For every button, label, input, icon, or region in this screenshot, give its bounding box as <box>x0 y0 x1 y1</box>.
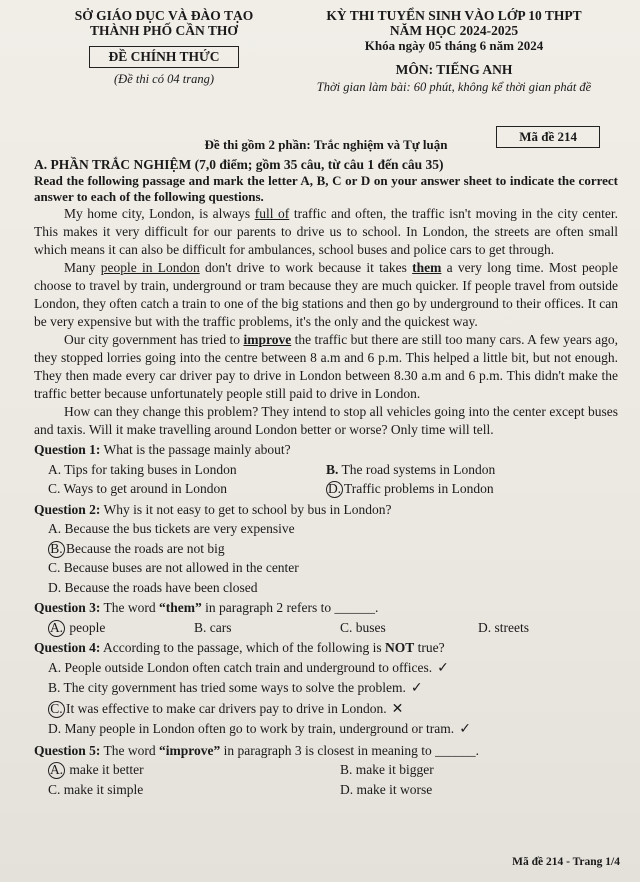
option-letter: B. <box>194 619 207 635</box>
option-letter: C. <box>48 481 61 496</box>
q3-option-b[interactable] <box>194 618 232 638</box>
instruction: Read the following passage and mark the letter A, B, C or D on your answer sheet to indicate the correct answer to each of the following questions. <box>34 173 618 204</box>
option-text: people <box>66 619 106 635</box>
q5-options-row2 <box>34 780 618 800</box>
q1-options-row1 <box>34 460 618 480</box>
p1-underlined: full of <box>254 206 290 221</box>
option-letter: D. <box>48 579 62 595</box>
option-text: Traffic problems in London <box>344 481 494 496</box>
question-text: What is the passage mainly about? <box>100 442 291 457</box>
paragraph-1 <box>34 205 618 259</box>
question-label: Question 1: <box>34 442 101 457</box>
check-mark-icon: ✓ <box>437 659 449 676</box>
question-keyword: NOT <box>384 640 415 655</box>
q2-option-a[interactable] <box>34 519 618 539</box>
question-text: Why is it not easy to get to school by bus in London? <box>100 501 392 517</box>
option-letter: B. <box>48 680 61 695</box>
q2-option-d[interactable] <box>34 578 618 598</box>
duration: Thời gian làm bài: 60 phút, không kể thời gian phát đề <box>316 80 592 94</box>
option-text: make it worse <box>353 781 433 797</box>
answer-circle: A. <box>49 619 64 635</box>
answer-circle: B. <box>48 541 65 558</box>
option-letter: A. <box>48 461 62 477</box>
header-left <box>34 8 294 87</box>
question-4 <box>34 638 618 658</box>
q1-option-b[interactable] <box>326 460 495 480</box>
p2-text-end: a very long time. Most people choose to travel by train, underground or tram because they are much quicker. If people travel from outside London, they often catch a train to one of the big stations and then go by underground to their offices. It can be very expensive but with the traffic problems, it's the only and the quickest way. <box>34 260 619 329</box>
q3-option-c[interactable] <box>340 618 386 638</box>
option-letter: A. <box>48 521 62 536</box>
p1-text-end: traffic and often, the traffic isn't moving in the city center. This makes it very difficult for our parents to drive us to school. In London, the streets are often small which means it can also be difficult for ambulances, school buses and police cars to get through. <box>34 206 618 257</box>
q5-option-a[interactable] <box>48 760 144 780</box>
p3-text-end: the traffic but there are still too many cars. A few years ago, they stopped lorries going into the centre between 8 a.m and 6 p.m. This helped a little bit, but not enough. They then made every car driver pay to drive in London between 8.30 a.m and 6 p.m. This didn't make the traffic better because unfortunately people still paid to drive in London. <box>34 332 618 401</box>
p1-text: My home city, London, is always <box>64 206 255 221</box>
paragraph-3 <box>34 331 618 403</box>
question-keyword: “them” <box>159 600 202 615</box>
dept-line1: SỞ GIÁO DỤC VÀ ĐÀO TẠO <box>74 8 254 23</box>
question-text: According to the passage, which of the following is <box>100 640 385 655</box>
option-text: cars <box>206 619 232 635</box>
option-text: Ways to get around in London <box>60 481 228 496</box>
exam-header <box>34 8 618 128</box>
p3-text: Our city government has tried to <box>64 332 244 347</box>
paragraph-4: How can they change this problem? They intend to stop all vehicles going into the center except buses and taxis. Will it make travelling around London better or worse? Only time will tell. <box>34 404 618 437</box>
option-text: Because buses are not allowed in the center <box>60 560 299 575</box>
q1-options-row2 <box>34 479 618 499</box>
option-letter: D. <box>478 619 492 635</box>
q1-option-d[interactable] <box>326 479 494 499</box>
q3-option-a[interactable] <box>48 618 105 638</box>
answer-circle: D. <box>327 481 342 496</box>
question-label: Question 3: <box>34 600 101 615</box>
q1-option-a[interactable] <box>48 460 237 480</box>
section-a-heading: A. PHẦN TRẮC NGHIỆM (7,0 điểm; gồm 35 câu, từ câu 1 đến câu 35) <box>34 157 444 172</box>
q4-option-c[interactable] <box>34 699 618 720</box>
p3-underlined-improve: improve <box>243 332 292 347</box>
option-letter: C. <box>340 619 353 635</box>
official-box: ĐỀ CHÍNH THỨC <box>89 46 238 68</box>
q4-option-d[interactable] <box>34 719 618 740</box>
q5-options-row1 <box>34 760 618 780</box>
question-text: The word <box>100 742 160 758</box>
option-letter: B. <box>340 762 353 777</box>
question-text: The word <box>100 600 160 615</box>
question-2 <box>34 500 618 520</box>
q1-option-c[interactable] <box>48 479 227 499</box>
exam-date: Khóa ngày 05 tháng 6 năm 2024 <box>364 38 544 53</box>
question-5 <box>34 741 618 761</box>
question-label: Question 5: <box>34 742 101 758</box>
option-text: Because the roads have been closed <box>61 579 258 595</box>
option-text: It was effective to make car drivers pay to drive in London. <box>66 700 387 716</box>
dept-line2: THÀNH PHỐ CẦN THƠ <box>90 23 238 38</box>
subject: MÔN: TIẾNG ANH <box>395 62 513 77</box>
answer-circle: A. <box>49 762 64 777</box>
option-text: The city government has tried some ways to solve the problem. <box>60 680 406 695</box>
question-text-end: in paragraph 2 refers to ______. <box>201 600 379 615</box>
header-right <box>284 8 624 95</box>
option-letter: B. <box>326 461 339 477</box>
question-text-end: true? <box>414 640 445 655</box>
option-text: streets <box>491 619 529 635</box>
option-letter: C. <box>48 560 61 575</box>
q2-option-c[interactable] <box>34 558 618 578</box>
paragraph-2 <box>34 259 618 331</box>
exam-title: KỲ THI TUYỂN SINH VÀO LỚP 10 THPT <box>326 8 582 23</box>
answer-circle: C. <box>48 701 65 718</box>
option-letter: D. <box>48 721 62 736</box>
option-text: buses <box>352 619 386 635</box>
question-1 <box>34 440 618 460</box>
option-text: make it better <box>66 762 144 777</box>
option-text: Many people in London often go to work by train, underground or tram. <box>61 721 455 736</box>
question-keyword: “improve” <box>159 742 221 758</box>
option-text: People outside London often catch train and underground to offices. <box>61 659 433 675</box>
q2-option-b[interactable] <box>34 539 618 559</box>
question-text-end: in paragraph 3 is closest in meaning to ______. <box>220 742 479 758</box>
option-letter: A. <box>48 659 62 675</box>
option-text: make it simple <box>60 781 144 797</box>
q4-option-b[interactable] <box>34 678 618 699</box>
q5-option-d[interactable] <box>340 780 432 800</box>
option-text: Because the roads are not big <box>66 540 225 556</box>
option-text: Tips for taking buses in London <box>61 461 237 477</box>
p2-text: Many <box>64 260 101 275</box>
p2-underlined-them: them <box>412 260 442 275</box>
q5-option-c[interactable] <box>48 780 143 800</box>
q3-options <box>34 618 618 638</box>
option-letter: C. <box>48 781 61 797</box>
option-text: The road systems in London <box>338 461 496 477</box>
question-3 <box>34 598 618 618</box>
exam-code-box: Mã đề 214 <box>496 126 600 148</box>
question-label: Question 2: <box>34 501 101 517</box>
option-text: Because the bus tickets are very expensive <box>61 521 295 536</box>
p2-underlined-people: people in London <box>100 260 200 275</box>
option-letter: D. <box>340 781 354 797</box>
page-footer: Mã đề 214 - Trang 1/4 <box>512 856 620 868</box>
check-mark-icon: ✓ <box>410 680 423 696</box>
q4-option-a[interactable] <box>34 658 618 679</box>
school-year: NĂM HỌC 2024-2025 <box>389 23 519 38</box>
q5-option-b[interactable] <box>340 760 434 780</box>
reading-passage <box>34 205 618 439</box>
question-label: Question 4: <box>34 640 101 655</box>
parts-note: Đề thi gồm 2 phần: Trắc nghiệm và Tự luận <box>204 137 448 152</box>
q3-option-d[interactable] <box>478 618 529 638</box>
pages-note: (Đề thi có 04 trang) <box>114 72 214 86</box>
cross-mark-icon: ✕ <box>391 700 404 717</box>
check-mark-icon: ✓ <box>459 721 471 737</box>
option-text: make it bigger <box>352 762 434 777</box>
p2-text-mid: don't drive to work because it takes <box>199 260 413 275</box>
